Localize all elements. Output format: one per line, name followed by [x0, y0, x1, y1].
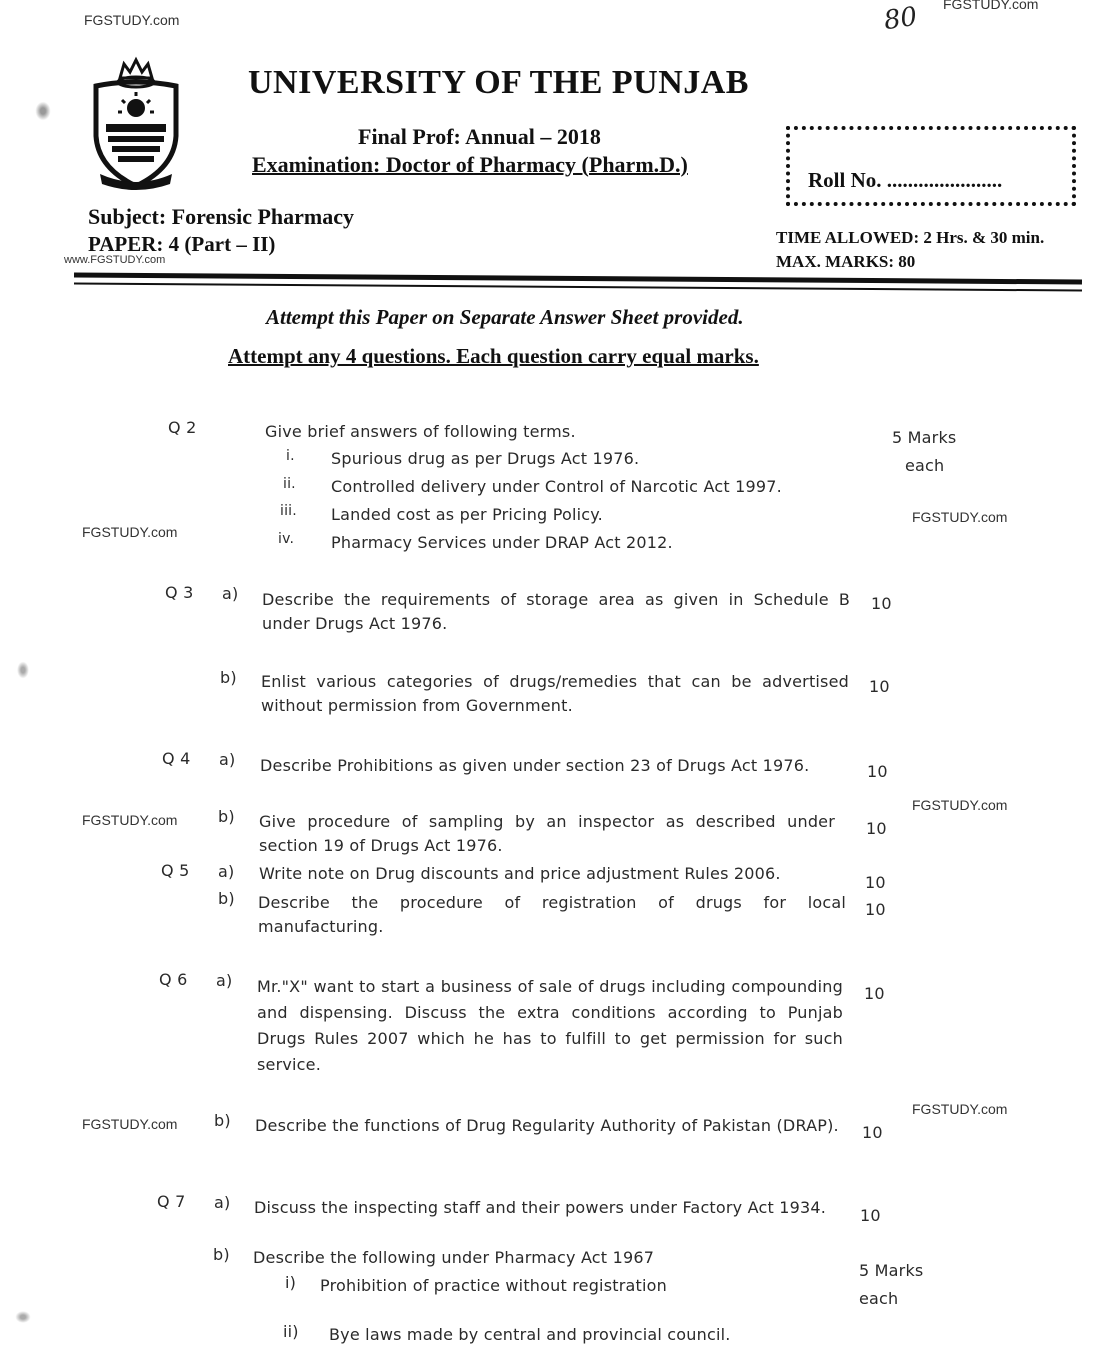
instruction-line-1: Attempt this Paper on Separate Answer Sheet provided.	[266, 305, 744, 329]
handwritten-mark: 80	[882, 1, 920, 37]
question-number: Q 3	[165, 583, 194, 602]
part-text: Give procedure of sampling by an inspector as described under section 19 of Drugs Act 1976.	[259, 812, 835, 855]
scan-artifact	[34, 100, 52, 122]
part-text: Describe the functions of Drug Regularity Authority of Pakistan (DRAP).	[255, 1116, 839, 1135]
part-text: Describe Prohibitions as given under section 23 of Drugs Act 1976.	[260, 756, 810, 775]
part-label: b)	[218, 889, 235, 908]
watermark: FGSTUDY.com	[82, 524, 178, 540]
part-text: Describe the requirements of storage area as given in Schedule B under Drugs Act 1976.	[262, 590, 850, 633]
subject: Subject: Forensic Pharmacy	[88, 204, 354, 229]
part-text: Describe the procedure of registration of drugs for local manufacturing.	[258, 893, 846, 936]
marks: 10	[865, 900, 886, 919]
part-text: Mr."X" want to start a business of sale of drugs including compounding and dispensing. Discuss the extra conditions according to Punjab Drugs Rules 2007 which he has to fulfill to get permission for such service.	[257, 977, 843, 1074]
item-text: Controlled delivery under Control of Narcotic Act 1997.	[331, 477, 782, 496]
question-number: Q 2	[168, 418, 197, 437]
part-label: a)	[214, 1193, 231, 1212]
scan-artifact	[16, 660, 30, 680]
part-label: b)	[220, 668, 237, 687]
part-label: b)	[214, 1111, 231, 1130]
item-number: i)	[285, 1273, 297, 1292]
roll-no: Roll No. ......................	[808, 168, 1003, 192]
item-number: ii.	[283, 476, 296, 492]
item-number: ii)	[283, 1322, 299, 1341]
item-text: Spurious drug as per Drugs Act 1976.	[331, 449, 640, 468]
part-text: Enlist various categories of drugs/remedies that can be advertised without permission from Government.	[261, 672, 849, 715]
part-label: a)	[216, 971, 233, 990]
part-text: Describe the following under Pharmacy Act 1967	[253, 1248, 655, 1267]
item-text: Bye laws made by central and provincial council.	[329, 1325, 731, 1344]
part-label: b)	[218, 807, 235, 826]
item-number: i.	[286, 448, 295, 464]
marks: 10	[866, 819, 887, 838]
university-logo	[86, 56, 186, 192]
time-allowed: TIME ALLOWED: 2 Hrs. & 30 min.	[776, 228, 1045, 247]
item-number: iv.	[278, 531, 295, 547]
header-rule	[74, 282, 1082, 291]
watermark: www.FGSTUDY.com	[64, 254, 166, 266]
item-text: Pharmacy Services under DRAP Act 2012.	[331, 533, 673, 552]
watermark: FGSTUDY.com	[912, 797, 1008, 813]
university-name: UNIVERSITY OF THE PUNJAB	[248, 64, 749, 101]
watermark: FGSTUDY.com	[82, 1116, 178, 1132]
marks: 5 Marks	[859, 1261, 924, 1280]
marks: 10	[865, 873, 886, 892]
marks: 10	[871, 594, 892, 613]
marks: 10	[864, 984, 885, 1003]
watermark: FGSTUDY.com	[943, 0, 1039, 12]
examination-title: Examination: Doctor of Pharmacy (Pharm.D.)	[252, 152, 688, 177]
watermark: FGSTUDY.com	[84, 12, 180, 28]
item-text: Landed cost as per Pricing Policy.	[331, 505, 603, 524]
part-text: Discuss the inspecting staff and their powers under Factory Act 1934.	[254, 1198, 827, 1217]
part-label: a)	[219, 750, 236, 769]
university-crest-icon	[86, 56, 186, 192]
question-text: Give brief answers of following terms.	[265, 422, 576, 441]
question-number: Q 4	[162, 749, 191, 768]
max-marks: MAX. MARKS: 80	[776, 252, 916, 271]
paper: PAPER: 4 (Part – II)	[88, 232, 276, 256]
marks: 10	[860, 1206, 881, 1225]
item-number: iii.	[280, 503, 297, 519]
marks: 10	[869, 677, 890, 696]
scan-artifact	[14, 1310, 32, 1324]
item-text: Prohibition of practice without registration	[320, 1276, 667, 1295]
part-label: a)	[222, 584, 239, 603]
part-text: Write note on Drug discounts and price adjustment Rules 2006.	[259, 864, 781, 883]
part-label: b)	[213, 1245, 230, 1264]
question-number: Q 7	[157, 1192, 186, 1211]
watermark: FGSTUDY.com	[912, 1101, 1008, 1117]
marks: each	[905, 456, 945, 475]
question-number: Q 6	[159, 970, 188, 989]
final-prof: Final Prof: Annual – 2018	[358, 124, 601, 149]
marks: each	[859, 1289, 899, 1308]
roll-no-box	[786, 126, 1076, 206]
marks: 10	[867, 762, 888, 781]
watermark: FGSTUDY.com	[82, 812, 178, 828]
marks: 10	[862, 1123, 883, 1142]
part-label: a)	[218, 862, 235, 881]
watermark: FGSTUDY.com	[912, 509, 1008, 525]
instruction-line-2: Attempt any 4 questions. Each question carry equal marks.	[228, 344, 759, 368]
marks: 5 Marks	[892, 428, 957, 447]
question-number: Q 5	[161, 861, 190, 880]
